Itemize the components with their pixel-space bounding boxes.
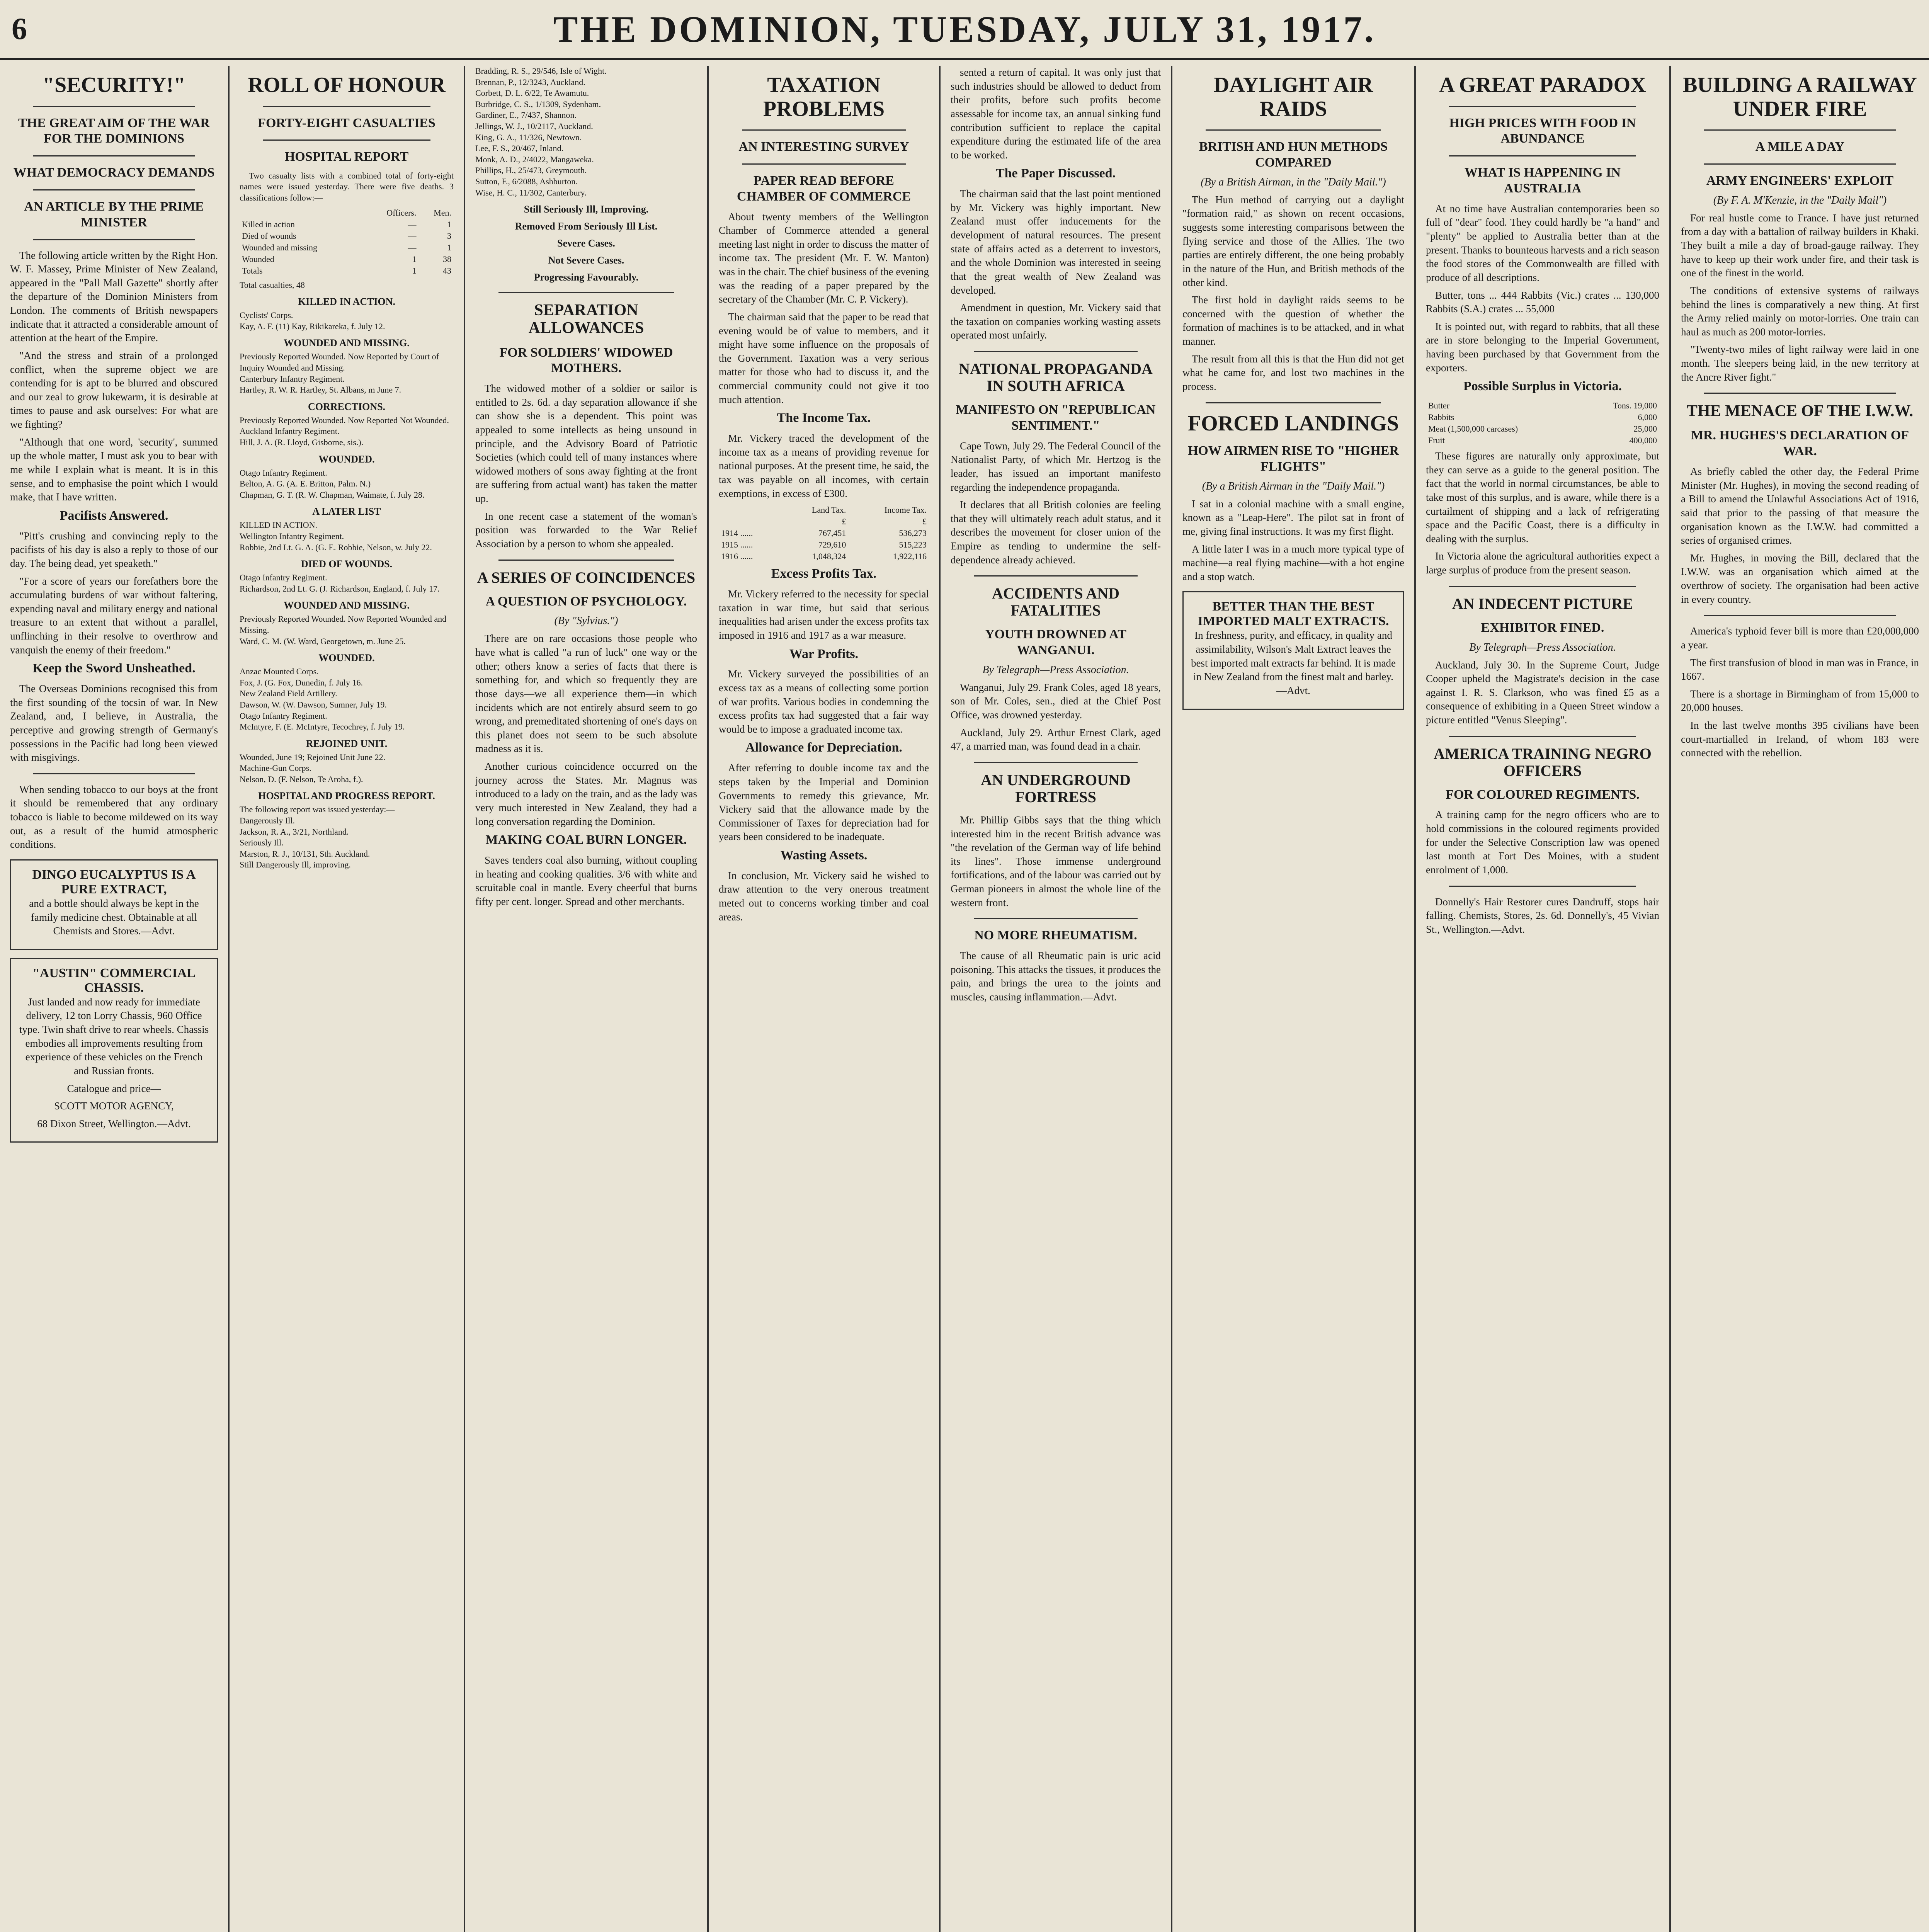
- table-cell: 38: [443, 254, 451, 264]
- article-subheading: WHAT DEMOCRACY DEMANDS: [13, 165, 215, 180]
- list-item: Previously Reported Wounded. Now Reported by Court of Inquiry Wounded and Missing.: [240, 352, 439, 373]
- list-item: KILLED IN ACTION.: [240, 520, 318, 530]
- column-railway: [1669, 66, 1929, 1932]
- divider: [1449, 586, 1636, 587]
- article-paragraph: sented a return of capital. It was only just that such industries should be allowed to deduct from their profits, before such profits become assessable for income tax, an annual sinking fund contribution sufficient to replace the capital expenditure during the estimated life of the area to be worked.: [951, 66, 1161, 161]
- divider: [974, 918, 1138, 919]
- article-paragraph: In one recent case a statement of the woman's position was forwarded to the War Relief Association by a person to whom she appealed.: [475, 510, 697, 549]
- table-row: [240, 230, 454, 242]
- divider: [974, 351, 1138, 352]
- article-subheading: FORTY-EIGHT CASUALTIES: [258, 116, 435, 130]
- casualty-list: [240, 468, 454, 501]
- table-cell: 400,000: [1629, 435, 1657, 446]
- casualty-list: [240, 415, 454, 448]
- casualty-list: [240, 666, 454, 733]
- list-item: Phillips, H., 25/473, Greymouth.: [475, 165, 587, 175]
- table-cell: Income Tax.: [884, 505, 927, 515]
- list-item: Otago Infantry Regiment.: [240, 711, 327, 721]
- table-cell: 515,223: [899, 540, 927, 550]
- advert-heading: NO MORE RHEUMATISM.: [974, 928, 1137, 943]
- list-subhead: Removed From Seriously Ill List.: [515, 221, 658, 232]
- table-cell: Totals: [242, 265, 263, 276]
- casualty-list: [240, 804, 454, 871]
- tax-table: [719, 504, 929, 562]
- divider: [974, 575, 1138, 577]
- casualty-list: [240, 351, 454, 395]
- article-subheading: WHAT IS HAPPENING IN AUSTRALIA: [1465, 165, 1621, 196]
- list-item: Kay, A. F. (11) Kay, Rikikareka, f. July 12.: [240, 321, 385, 331]
- article-subheading: AN ARTICLE BY THE PRIME MINISTER: [24, 199, 204, 230]
- article-paragraph: "For a score of years our forefathers bore the accumulating burdens of war without faltering, expending naval and military energy and national treasure to an extent that without a parallel, unflinching in their resolve to overthrow and vanquish the enemy of their freedom.": [10, 575, 218, 656]
- article-paragraph: The first hold in daylight raids seems to be concerned with the question of whether the formation of machines is to be attacked, and in what manner.: [1182, 294, 1404, 347]
- casualty-table: [240, 207, 454, 277]
- list-subhead: WOUNDED AND MISSING.: [284, 600, 410, 611]
- list-subhead: Not Severe Cases.: [548, 255, 624, 266]
- casualty-list: [240, 572, 454, 594]
- list-item: Bradding, R. S., 29/546, Isle of Wight.: [475, 66, 607, 76]
- section-subhead: Wasting Assets.: [780, 848, 868, 863]
- list-item: Anzac Mounted Corps.: [240, 667, 319, 677]
- section-subhead: Pacifists Answered.: [60, 508, 168, 523]
- article-subheading: MANIFESTO ON "REPUBLICAN SENTIMENT.": [956, 403, 1156, 433]
- advert-heading: BETTER THAN THE BEST IMPORTED MALT EXTRACTS.: [1198, 599, 1389, 629]
- table-cell: 1: [412, 265, 417, 276]
- table-cell: 1: [447, 219, 451, 229]
- article-subheading: BRITISH AND HUN METHODS COMPARED: [1199, 139, 1388, 170]
- divider: [1206, 129, 1381, 131]
- column-roll-of-honour: [228, 66, 464, 1932]
- news-brief: America's typhoid fever bill is more than £20,000,000 a year.: [1681, 625, 1919, 651]
- list-item: Fox, J. (G. Fox, Dunedin, f. July 16.: [240, 677, 363, 687]
- list-item: Previously Reported Wounded. Now Reported Not Wounded.: [240, 415, 449, 425]
- column-security: [0, 66, 228, 1932]
- article-headline: BUILDING A RAILWAY UNDER FIRE: [1683, 73, 1917, 121]
- article-subheading: PAPER READ BEFORE CHAMBER OF COMMERCE: [737, 173, 911, 204]
- table-row: [1426, 412, 1659, 423]
- article-paragraph: Another curious coincidence occurred on the journey across the States. Mr. Magnus was introduced to a lady on the train, and as the lady was very much interested in New Zealand, they had a long conversation regarding the Dominion.: [475, 760, 697, 827]
- article-subheading: HOW AIRMEN RISE TO "HIGHER FLIGHTS": [1187, 444, 1399, 474]
- casualty-list: [240, 752, 454, 785]
- byline: (By a British Airman in the "Daily Mail."): [1202, 480, 1385, 492]
- table-cell: Tons. 19,000: [1613, 401, 1657, 411]
- byline: (By a British Airman, in the "Daily Mail."): [1201, 176, 1386, 188]
- table-row: [240, 253, 454, 265]
- list-item: Nelson, D. (F. Nelson, Te Aroha, f.).: [240, 774, 363, 784]
- byline: By Telegraph—Press Association.: [1469, 641, 1616, 653]
- advert-body: The cause of all Rheumatic pain is uric acid poisoning. This attacks the tissues, it produces the pain, and brings the urea to the joints and muscles, causing inflammation.—Advt.: [951, 950, 1161, 1003]
- list-item: Robbie, 2nd Lt. G. A. (G. E. Robbie, Nelson, w. July 22.: [240, 542, 432, 552]
- article-paragraph: Cape Town, July 29. The Federal Council of the Nationalist Party, of which Mr. Hertzog is the leader, has issued an important manifesto regarding the independence propaganda.: [951, 440, 1161, 493]
- article-paragraph: It declares that all British colonies are feeling that they will ultimately reach adult status, and it describes the movement for closer union of the Empire as tending to undermine the self-dependence already achieved.: [951, 499, 1161, 566]
- article-paragraph: The Hun method of carrying out a daylight "formation raid," as shown on recent occasions, suggests some interesting comparisons between the flying service and those of the Allies. The two parties are entirely different, the one being probably in the nature of the Hun, and British methods of the other kind.: [1182, 194, 1404, 288]
- table-row: [240, 242, 454, 253]
- divider: [1704, 129, 1896, 131]
- article-paragraph: The widowed mother of a soldier or sailor is entitled to 2s. 6d. a day separation allowance if she can show she is a dependent. This point was appealed to some intellects as being unsound in principle, and the Advisory Board of Patriotic Societies (which could tell of many instances where widowed mothers of sons away fighting at the front are suffering from actual want) has taken the matter up.: [475, 383, 697, 505]
- article-subheading: EXHIBITOR FINED.: [1481, 620, 1604, 635]
- article-paragraph: Mr. Vickery traced the development of the income tax as a means of providing revenue for national purposes. At the present time, he said, the tax was payable on all incomes, with certain exemptions, in excess of £300.: [719, 432, 929, 499]
- table-row: [719, 527, 929, 539]
- article-headline: A SERIES OF COINCIDENCES: [477, 568, 696, 586]
- article-paragraph: A training camp for the negro officers who are to hold commissions in the coloured regiments provided for under the Selective Conscription law was opened last month at Fort Des Moines, with a student enrolment of 1,000.: [1426, 809, 1659, 876]
- advertisement-malt-extract: [1182, 591, 1404, 709]
- article-paragraph: The conditions of extensive systems of railways behind the lines is comparatively a new thing. At first the Army relied mainly on motor-lorries. One train can haul as much as 200 motor-lorries.: [1681, 284, 1919, 338]
- list-subhead: KILLED IN ACTION.: [298, 296, 396, 308]
- article-headline: AN UNDERGROUND FORTRESS: [981, 771, 1131, 806]
- divider: [1704, 615, 1896, 616]
- divider: [742, 163, 906, 165]
- article-subheading: HOSPITAL REPORT: [284, 150, 409, 164]
- table-cell: 1914 ......: [721, 528, 753, 538]
- table-cell: Wounded and missing: [242, 242, 317, 252]
- table-row: [240, 207, 454, 219]
- list-subhead: WOUNDED AND MISSING.: [284, 337, 410, 349]
- table-cell: 767,451: [818, 528, 846, 538]
- article-paragraph: About twenty members of the Wellington Chamber of Commerce attended a general meeting last night in order to discuss the matter of income tax. The president (Mr. F. W. Manton) was in the chair. The chief business of the evening was the reading of a paper prepared by the secretary of the Chamber (Mr. C. P. Vickery).: [719, 211, 929, 305]
- article-paragraph: There are on rare occasions those people who have what is called "a run of luck" one way or the other; others know a series of facts that there is something for, and which so frequently they are those days—we all experience them—in which incidents which are not entirely absurd seem to go wrong, and premeditated shortening of one's days on this planet does not seem to be such absolute madness as it is.: [475, 633, 697, 755]
- list-item: The following report was issued yesterday:—: [240, 804, 395, 815]
- divider: [1449, 736, 1636, 737]
- divider: [263, 139, 430, 141]
- list-item: Chapman, G. T. (R. W. Chapman, Waimate, f. July 28.: [240, 490, 425, 500]
- advert-heading: MAKING COAL BURN LONGER.: [485, 833, 687, 847]
- article-paragraph: As briefly cabled the other day, the Federal Prime Minister (Mr. Hughes), in moving the second reading of a Bill to amend the Unlawful Associations Act of 1916, said that prior to the passing of that measure the organisation known as the I.W.W. had committed a series of organised crimes.: [1681, 466, 1919, 546]
- advert-heading: "AUSTIN" COMMERCIAL CHASSIS.: [32, 966, 196, 995]
- table-cell: 43: [443, 265, 451, 276]
- list-item: Burbridge, C. S., 1/1309, Sydenham.: [475, 99, 601, 109]
- list-subhead: HOSPITAL AND PROGRESS REPORT.: [258, 790, 435, 802]
- advert-heading: DINGO EUCALYPTUS IS A PURE EXTRACT,: [32, 867, 196, 896]
- table-cell: 6,000: [1638, 412, 1657, 422]
- article-paragraph: After referring to double income tax and the steps taken by the Imperial and Dominion Governments to remedy this grievance, Mr. Vickery said that the allowance made by the Commissioner of Taxes for depreciation had for years been considered to be inadequate.: [719, 762, 929, 843]
- list-item: Jackson, R. A., 3/21, Northland.: [240, 827, 349, 837]
- table-cell: Wounded: [242, 254, 274, 264]
- list-subhead: A LATER LIST: [312, 506, 381, 517]
- article-subheading: FOR SOLDIERS' WIDOWED MOTHERS.: [499, 345, 673, 376]
- table-cell: 1: [412, 254, 417, 264]
- table-cell: —: [408, 231, 417, 241]
- list-item: King, G. A., 11/326, Newtown.: [475, 132, 582, 142]
- advert-address: 68 Dixon Street, Wellington.—Advt.: [37, 1117, 191, 1129]
- table-cell: 3: [447, 231, 451, 241]
- table-cell: Meat (1,500,000 carcases): [1428, 424, 1518, 434]
- list-item: Brennan, P., 12/3243, Auckland.: [475, 77, 585, 87]
- article-subheading: AN INTERESTING SURVEY: [738, 139, 909, 154]
- article-headline: NATIONAL PROPAGANDA IN SOUTH AFRICA: [959, 360, 1153, 395]
- list-subhead: DIED OF WOUNDS.: [301, 558, 393, 570]
- table-cell: Died of wounds: [242, 231, 296, 241]
- list-item: McIntyre, F. (E. McIntyre, Tecochrey, f. July 19.: [240, 722, 405, 732]
- table-cell: 1916 ......: [721, 551, 753, 561]
- list-item: New Zealand Field Artillery.: [240, 689, 337, 699]
- table-cell: —: [408, 219, 417, 229]
- list-subhead: CORRECTIONS.: [308, 401, 386, 412]
- article-paragraph: "Twenty-two miles of light railway were laid in one month. The sleepers being laid, in the new territory at the Ancre River fight.": [1681, 344, 1919, 383]
- table-row: [240, 219, 454, 230]
- article-headline: FORCED LANDINGS: [1187, 411, 1399, 435]
- list-item: Corbett, D. L. 6/22, Te Awamutu.: [475, 88, 589, 98]
- article-headline: DAYLIGHT AIR RAIDS: [1213, 73, 1373, 121]
- list-item: Dawson, W. (W. Dawson, Sumner, July 19.: [240, 699, 387, 709]
- table-cell: 1915 ......: [721, 540, 753, 550]
- news-brief: The first transfusion of blood in man was in France, in 1667.: [1681, 656, 1919, 682]
- list-item: Marston, R. J., 10/131, Sth. Auckland.: [240, 849, 370, 859]
- table-cell: [719, 504, 782, 516]
- article-paragraph: A little later I was in a much more typical type of machine—a real flying machine—with a hot engine and a stop watch.: [1182, 543, 1404, 582]
- table-cell: £: [842, 517, 846, 527]
- hospital-list: [475, 66, 697, 198]
- divider: [498, 560, 674, 561]
- column-news: [939, 66, 1171, 1932]
- table-row: [1426, 400, 1659, 412]
- news-brief: There is a shortage in Birmingham of from 15,000 to 20,000 houses.: [1681, 688, 1919, 714]
- article-paragraph: It is pointed out, with regard to rabbits, that all these are in store belonging to the Imperial Government, having been purchased by that Government from the exporters.: [1426, 320, 1659, 374]
- list-item: Dangerously Ill.: [240, 816, 295, 826]
- list-subhead: WOUNDED.: [318, 453, 375, 465]
- article-subheading: A QUESTION OF PSYCHOLOGY.: [485, 594, 687, 609]
- byline: (By F. A. M'Kenzie, in the "Daily Mail"): [1713, 194, 1887, 206]
- table-cell: Land Tax.: [811, 505, 846, 515]
- section-subhead: The Paper Discussed.: [995, 166, 1116, 181]
- divider: [742, 129, 906, 131]
- list-item: Wounded, June 19; Rejoined Unit June 22.: [240, 752, 386, 762]
- byline: By Telegraph—Press Association.: [982, 663, 1129, 676]
- article-paragraph: In Victoria alone the agricultural authorities expect a large surplus of produce from the present season.: [1426, 550, 1659, 576]
- divider: [498, 292, 674, 293]
- article-paragraph: Mr. Vickery surveyed the possibilities of an excess tax as a means of collecting some portion of war profits. Various bodies in condemning the excess profits tax had suggested that a fair way would be to impose a graduated income tax.: [719, 668, 929, 735]
- advert-body: Catalogue and price—: [67, 1082, 161, 1094]
- list-item: Hartley, R. W. R. Hartley, St. Albans, m June 7.: [240, 385, 401, 395]
- table-cell: 1: [447, 242, 451, 252]
- table-row: [719, 539, 929, 551]
- list-item: Otago Infantry Regiment.: [240, 468, 327, 478]
- list-item: Seriously Ill.: [240, 838, 284, 848]
- article-paragraph: Wanganui, July 29. Frank Coles, aged 18 years, son of Mr. Coles, sen., died at the Chief Post Office, was drowned yesterday.: [951, 681, 1161, 721]
- table-cell: 25,000: [1633, 424, 1657, 434]
- list-subhead: Severe Cases.: [557, 238, 615, 249]
- advertisement-eucalyptus: [10, 859, 218, 950]
- article-paragraph: In conclusion, Mr. Vickery said he wished to draw attention to the very onerous treatment meted out to concerns working timber and coal areas.: [719, 869, 929, 923]
- table-cell: 1,048,324: [812, 551, 846, 561]
- advert-body: Just landed and now ready for immediate delivery, 12 ton Lorry Chassis, 960 Office type. Twin shaft drive to rear wheels. Chassis embodies all improvements resulting from experience of these vehicles on the French and Russian fronts.: [19, 996, 209, 1077]
- article-paragraph: Auckland, July 30. In the Supreme Court, Judge Cooper upheld the Magistrate's decision in the case against I. R. S. Clarkson, who was fined £5 as a consequence of exhibiting in a Queen Street window a picture entitled "Venus Sleeping".: [1426, 659, 1659, 726]
- article-headline: ACCIDENTS AND FATALITIES: [992, 585, 1120, 619]
- section-subhead: War Profits.: [789, 646, 859, 661]
- article-paragraph: Mr. Vickery referred to the necessity for special taxation in war time, but said that serious inequalities had arisen under the excess profits tax imposed in 1916 and 1917 as a war measure.: [719, 588, 929, 641]
- advert-firm: SCOTT MOTOR AGENCY,: [54, 1100, 174, 1112]
- divider: [33, 773, 195, 774]
- article-headline: SEPARATION ALLOWANCES: [528, 301, 644, 337]
- list-item: Lee, F. S., 20/467, Inland.: [475, 143, 563, 153]
- newspaper-title: THE DOMINION, TUESDAY, JULY 31, 1917.: [553, 9, 1376, 50]
- divider: [1704, 163, 1896, 165]
- table-cell: [719, 516, 782, 527]
- article-subheading: A MILE A DAY: [1755, 139, 1845, 154]
- list-item: Jellings, W. J., 10/2117, Auckland.: [475, 121, 593, 131]
- column-paradox: [1414, 66, 1669, 1932]
- total-note: Total casualties, 48: [240, 280, 305, 290]
- table-row: [240, 265, 454, 277]
- advert-body: In freshness, purity, and efficacy, in quality and assimilability, Wilson's Malt Extract leaves the best imported malt extracts far behind. It is made in New Zealand from the finest malt and barley.—Advt.: [1191, 629, 1396, 696]
- column-hospital-and-features: [464, 66, 707, 1932]
- list-item: Still Dangerously Ill, improving.: [240, 860, 351, 870]
- list-item: Ward, C. M. (W. Ward, Georgetown, m. June 25.: [240, 636, 406, 646]
- article-paragraph: At no time have Australian contemporaries been so full of "dear" food. They could hardly be "a hand" and "plenty" be applied to Australia better than at the present. Thanks to bounteous harvests and a rich season the food stores of the Commonwealth are filled with produce of all descriptions.: [1426, 202, 1659, 283]
- article-paragraph: The Overseas Dominions recognised this from the first sounding of the tocsin of war. In New Zealand, and, I believe, in Australia, the perceptive and growing strength of Germany's possessions in the Pacific had long been viewed with misgivings.: [10, 683, 218, 764]
- article-headline: AN INDECENT PICTURE: [1452, 595, 1633, 612]
- list-item: Otago Infantry Regiment.: [240, 573, 327, 583]
- article-paragraph: "Although that one word, 'security', summed up the whole matter, I must ask you to bear with me while I explain what is meant. It is in this sense, and to emphasise the point which I would make, that I have written.: [10, 436, 218, 503]
- list-item: Belton, A. G. (A. E. Britton, Palm. N.): [240, 479, 371, 489]
- table-cell: Rabbits: [1428, 412, 1454, 422]
- table-cell: [240, 207, 365, 219]
- article-headline: "SECURITY!": [42, 73, 186, 97]
- section-subhead: Allowance for Depreciation.: [745, 740, 902, 755]
- article-headline: THE MENACE OF THE I.W.W.: [1686, 402, 1914, 420]
- list-item: Machine-Gun Corps.: [240, 763, 311, 773]
- article-subheading: HIGH PRICES WITH FOOD IN ABUNDANCE: [1449, 116, 1636, 146]
- article-paragraph: I sat in a colonial machine with a small engine, known as a "Leap-Here". The pilot sat in front of me, giving final instructions. It was my first flight.: [1182, 498, 1404, 537]
- divider: [1449, 886, 1636, 887]
- article-paragraph: The following article written by the Right Hon. W. F. Massey, Prime Minister of New Zealand, appeared in the "Pall Mall Gazette" shortly after the departure of the Dominion Ministers from London. The comments of British newspapers indicate that it attracted a considerable amount of attention at the heart of the Empire.: [10, 249, 218, 344]
- advert-body: Saves tenders coal also burning, without coupling in heating and cooking qualities. 3/6 with white and scruitable coal in mantle. Every cheerful that burns fifty per cent. longer. Spread and other merchants.: [475, 854, 697, 907]
- article-paragraph: Amendment in question, Mr. Vickery said that the taxation on companies working wasting assets operated most unfairly.: [951, 302, 1161, 341]
- table-cell: Fruit: [1428, 435, 1445, 446]
- article-paragraph: Mr. Hughes, in moving the Bill, declared that the I.W.W. was an organisation which aimed at the overthrow of society. The organisation had been active in every country.: [1681, 552, 1919, 605]
- divider: [33, 106, 195, 107]
- divider: [1704, 393, 1896, 394]
- list-subhead: Still Seriously Ill, Improving.: [524, 204, 649, 215]
- table-cell: Butter: [1428, 401, 1449, 411]
- casualty-sections: [240, 296, 454, 871]
- column-air: [1171, 66, 1414, 1932]
- article-paragraph: When sending tobacco to our boys at the front it should be remembered that any ordinary tobacco is liable to become mildewed on its way out, as a result of the humid atmospheric conditions.: [10, 783, 218, 850]
- article-headline: AMERICA TRAINING NEGRO OFFICERS: [1434, 745, 1652, 779]
- section-subhead: Keep the Sword Unsheathed.: [32, 661, 196, 676]
- table-row: [719, 504, 929, 516]
- advert-body: Donnelly's Hair Restorer cures Dandruff, stops hair falling. Chemists, Stores, 2s. 6d. Donnelly's, 45 Vivian St., Wellington.—Advt.: [1426, 896, 1659, 935]
- casualty-list: [240, 310, 454, 332]
- casualty-list: [240, 520, 454, 553]
- article-paragraph: "Pitt's crushing and convincing reply to the pacifists of his day is also a reply to those of our day. The being dead, yet speaketh.": [10, 530, 218, 569]
- casualty-list: [240, 614, 454, 647]
- article-subheading: FOR COLOURED REGIMENTS.: [1446, 787, 1640, 802]
- advertisement-austin-chassis: [10, 958, 218, 1143]
- table-row: [719, 516, 929, 527]
- table-cell: 1,922,116: [893, 551, 927, 561]
- table-cell: Men.: [434, 207, 451, 218]
- list-item: Previously Reported Wounded. Now Reported Wounded and Missing.: [240, 614, 447, 635]
- list-item: Auckland Infantry Regiment.: [240, 426, 340, 436]
- list-subhead: WOUNDED.: [318, 652, 375, 664]
- list-item: Richardson, 2nd Lt. G. (J. Richardson, England, f. July 17.: [240, 583, 440, 594]
- divider: [33, 155, 195, 156]
- table-row: [1426, 435, 1659, 446]
- list-item: Gardiner, E., 7/437, Shannon.: [475, 110, 577, 120]
- article-paragraph: Mr. Phillip Gibbs says that the thing which interested him in the recent British advance was "the revelation of the German way of life behind its lines". Those immense underground fortifications, and of the labour was carried out by German pioneers in almost the whole line of the western front.: [951, 814, 1161, 908]
- article-headline: A GREAT PARADOX: [1439, 73, 1646, 97]
- surplus-table: [1426, 400, 1659, 446]
- divider: [33, 239, 195, 240]
- list-item: Sutton, F., 6/2088, Ashburton.: [475, 176, 578, 186]
- article-paragraph: Two casualty lists with a combined total of forty-eight names were issued yesterday. There were five deaths. 3 classifications follow:—: [240, 171, 454, 202]
- list-item: Hill, J. A. (R. Lloyd, Gisborne, sis.).: [240, 437, 364, 447]
- article-subheading: THE GREAT AIM OF THE WAR FOR THE DOMINIONS: [18, 116, 210, 146]
- table-cell: 729,610: [818, 540, 846, 550]
- article-paragraph: For real hustle come to France. I have just returned from a day with a battalion of railway builders in Khaki. They built a mile a day of broad-gauge railway. They have to keep up their work under fire, and their task is one of the finest in the world.: [1681, 212, 1919, 279]
- article-headline: ROLL OF HONOUR: [248, 73, 446, 97]
- column-taxation: [707, 66, 939, 1932]
- list-subhead: Progressing Favourably.: [534, 272, 639, 283]
- article-headline: TAXATION PROBLEMS: [763, 73, 885, 121]
- section-subhead: Excess Profits Tax.: [771, 566, 877, 581]
- page-number: 6: [12, 12, 27, 46]
- divider: [263, 106, 430, 107]
- table-cell: £: [922, 517, 927, 527]
- article-subheading: YOUTH DROWNED AT WANGANUI.: [985, 627, 1126, 658]
- advert-body: and a bottle should always be kept in the family medicine chest. Obtainable at all Chemists and Stores.—Advt.: [29, 897, 199, 937]
- section-subhead: Possible Surplus in Victoria.: [1463, 379, 1622, 394]
- article-paragraph: "And the stress and strain of a prolonged conflict, when the supreme object we are contending for is apt to be blurred and obscured and our zeal to grow lukewarm, it is desirable at times to pause and ask ourselves: For what are we fighting?: [10, 349, 218, 430]
- list-item: Monk, A. D., 2/4022, Mangaweka.: [475, 154, 594, 164]
- article-paragraph: Auckland, July 29. Arthur Ernest Clark, aged 47, a married man, was found dead in a chair.: [951, 726, 1161, 752]
- table-row: [1426, 423, 1659, 435]
- table-cell: 536,273: [899, 528, 927, 538]
- list-item: Cyclists' Corps.: [240, 310, 293, 320]
- divider: [974, 762, 1138, 763]
- article-paragraph: The result from all this is that the Hun did not get what he came for, and lost two machines in the process.: [1182, 353, 1404, 392]
- divider: [33, 189, 195, 190]
- masthead: [0, 0, 1929, 60]
- section-subhead: The Income Tax.: [777, 411, 871, 425]
- table-cell: Killed in action: [242, 219, 295, 229]
- table-cell: Officers.: [386, 207, 417, 218]
- article-subheading: MR. HUGHES'S DECLARATION OF WAR.: [1691, 428, 1909, 459]
- news-brief: In the last twelve months 395 civilians have been court-martialled in Ireland, of whom 183 were connected with the rebellion.: [1681, 719, 1919, 759]
- article-paragraph: The chairman said that the last point mentioned by Mr. Vickery was highly important. New Zealand must offer inducements for the development of natural resources. The present state of affairs acted as a deterrent to investors, and the whole Dominion was interested in seeing that the great wealth of New Zealand was developed.: [951, 188, 1161, 296]
- article-subheading: ARMY ENGINEERS' EXPLOIT: [1706, 173, 1894, 188]
- list-item: Wise, H. C., 11/302, Canterbury.: [475, 187, 587, 197]
- article-paragraph: These figures are naturally only approximate, but they can serve as a guide to the general position. The fact that the world in normal circumstances, be able to take most of this surplus, and is aware, while there is a curtailment of shipping and a lack of refrigerating space and the Pacific Coast, there is a difficulty in dealing with the surplus.: [1426, 450, 1659, 544]
- article-paragraph: Butter, tons ... 444 Rabbits (Vic.) crates ... 130,000 Rabbits (S.A.) crates ... 55,000: [1426, 289, 1659, 315]
- divider: [1206, 402, 1381, 403]
- table-row: [719, 551, 929, 562]
- divider: [1449, 155, 1636, 156]
- divider: [1449, 106, 1636, 107]
- list-subhead: REJOINED UNIT.: [306, 738, 388, 749]
- byline: (By "Sylvius."): [554, 615, 618, 627]
- table-cell: —: [408, 242, 417, 252]
- article-paragraph: The chairman said that the paper to be read that evening would be of value to members, and it might have some influence on the proposals of the Government. Taxation was a very serious matter for those who had to discuss it, and the commercial community could not give it too much attention.: [719, 311, 929, 405]
- list-item: Canterbury Infantry Regiment.: [240, 374, 345, 384]
- list-item: Wellington Infantry Regiment.: [240, 531, 344, 541]
